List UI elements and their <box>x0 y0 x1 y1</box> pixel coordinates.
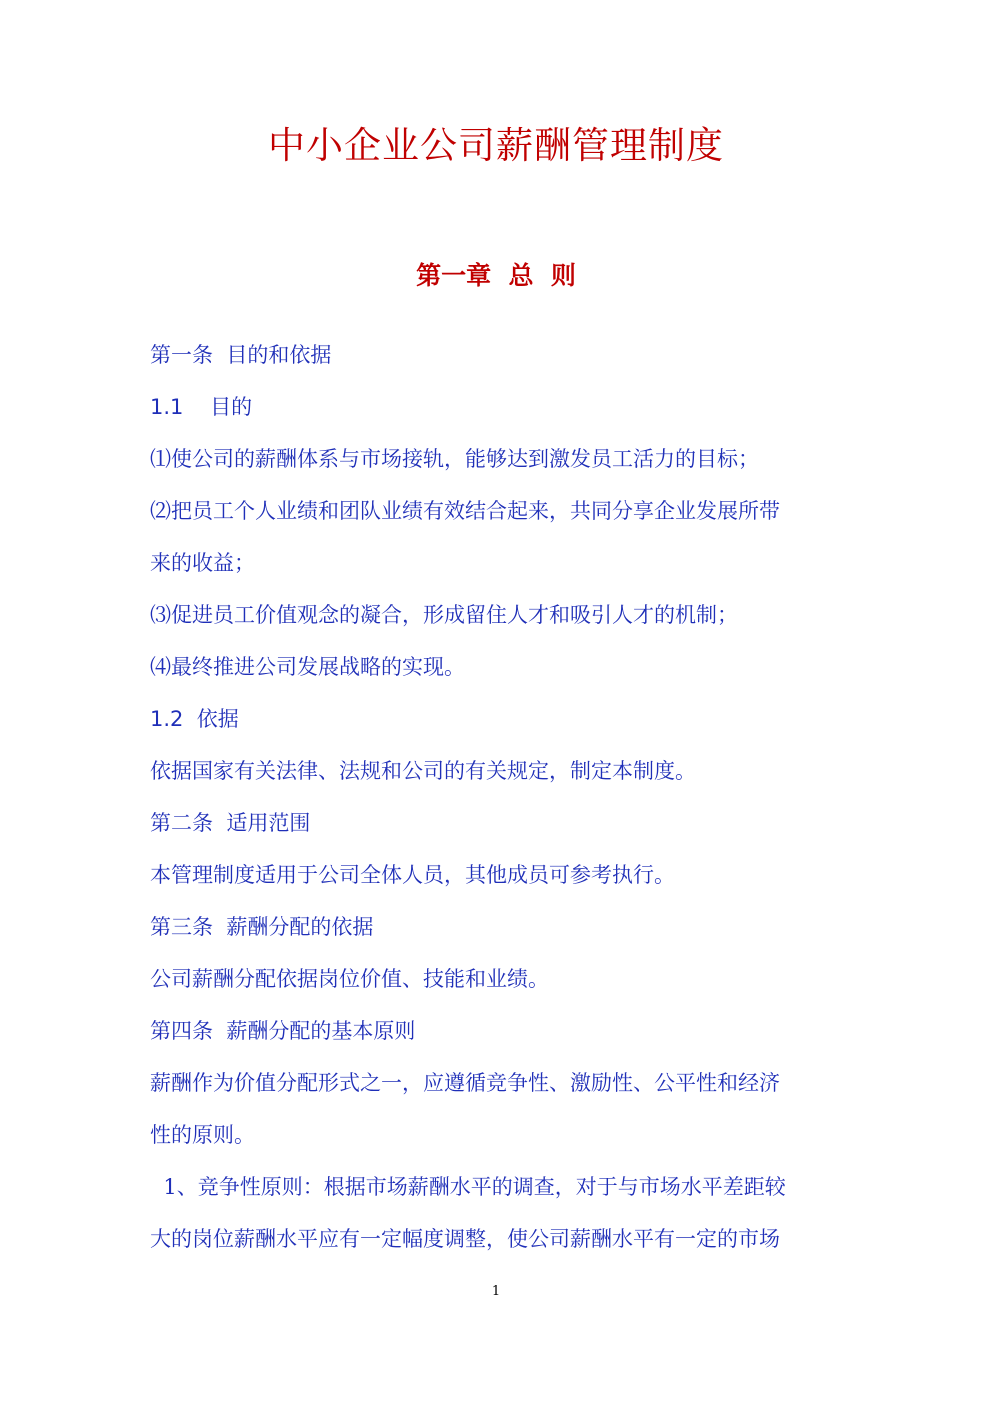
article-heading-1: 第一条 目的和依据 <box>150 343 332 367</box>
paragraph-line: 1、竞争性原则：根据市场薪酬水平的调查，对于与市场水平差距较 <box>150 1175 786 1199</box>
article-heading-4: 第四条 薪酬分配的基本原则 <box>150 1019 416 1043</box>
paragraph-line: 依据国家有关法律、法规和公司的有关规定，制定本制度。 <box>150 759 696 783</box>
paragraph-line: 性的原则。 <box>150 1123 255 1147</box>
paragraph-line: 公司薪酬分配依据岗位价值、技能和业绩。 <box>150 967 549 991</box>
section-heading-1-2: 1.2 依据 <box>150 707 239 731</box>
document-body <box>150 333 850 1269</box>
paragraph-line: ⑴使公司的薪酬体系与市场接轨，能够达到激发员工活力的目标； <box>150 447 759 471</box>
paragraph-line: 薪酬作为价值分配形式之一，应遵循竞争性、激励性、公平性和经济 <box>150 1071 780 1095</box>
paragraph-line: ⑶促进员工价值观念的凝合，形成留住人才和吸引人才的机制； <box>150 603 738 627</box>
paragraph-line: 本管理制度适用于公司全体人员，其他成员可参考执行。 <box>150 863 675 887</box>
paragraph-line: ⑵把员工个人业绩和团队业绩有效结合起来，共同分享企业发展所带 <box>150 499 780 523</box>
paragraph-line: 来的收益； <box>150 551 255 575</box>
paragraph-line: 大的岗位薪酬水平应有一定幅度调整，使公司薪酬水平有一定的市场 <box>150 1227 780 1251</box>
paragraph-line: ⑷最终推进公司发展战略的实现。 <box>150 655 465 679</box>
chapter-title: 第一章 总 则 <box>416 261 576 290</box>
document-title: 中小企业公司薪酬管理制度 <box>268 124 724 167</box>
article-heading-2: 第二条 适用范围 <box>150 811 311 835</box>
section-heading-1-1: 1.1 目的 <box>150 395 253 419</box>
article-heading-3: 第三条 薪酬分配的依据 <box>150 915 374 939</box>
page-number: 1 <box>491 1284 501 1299</box>
